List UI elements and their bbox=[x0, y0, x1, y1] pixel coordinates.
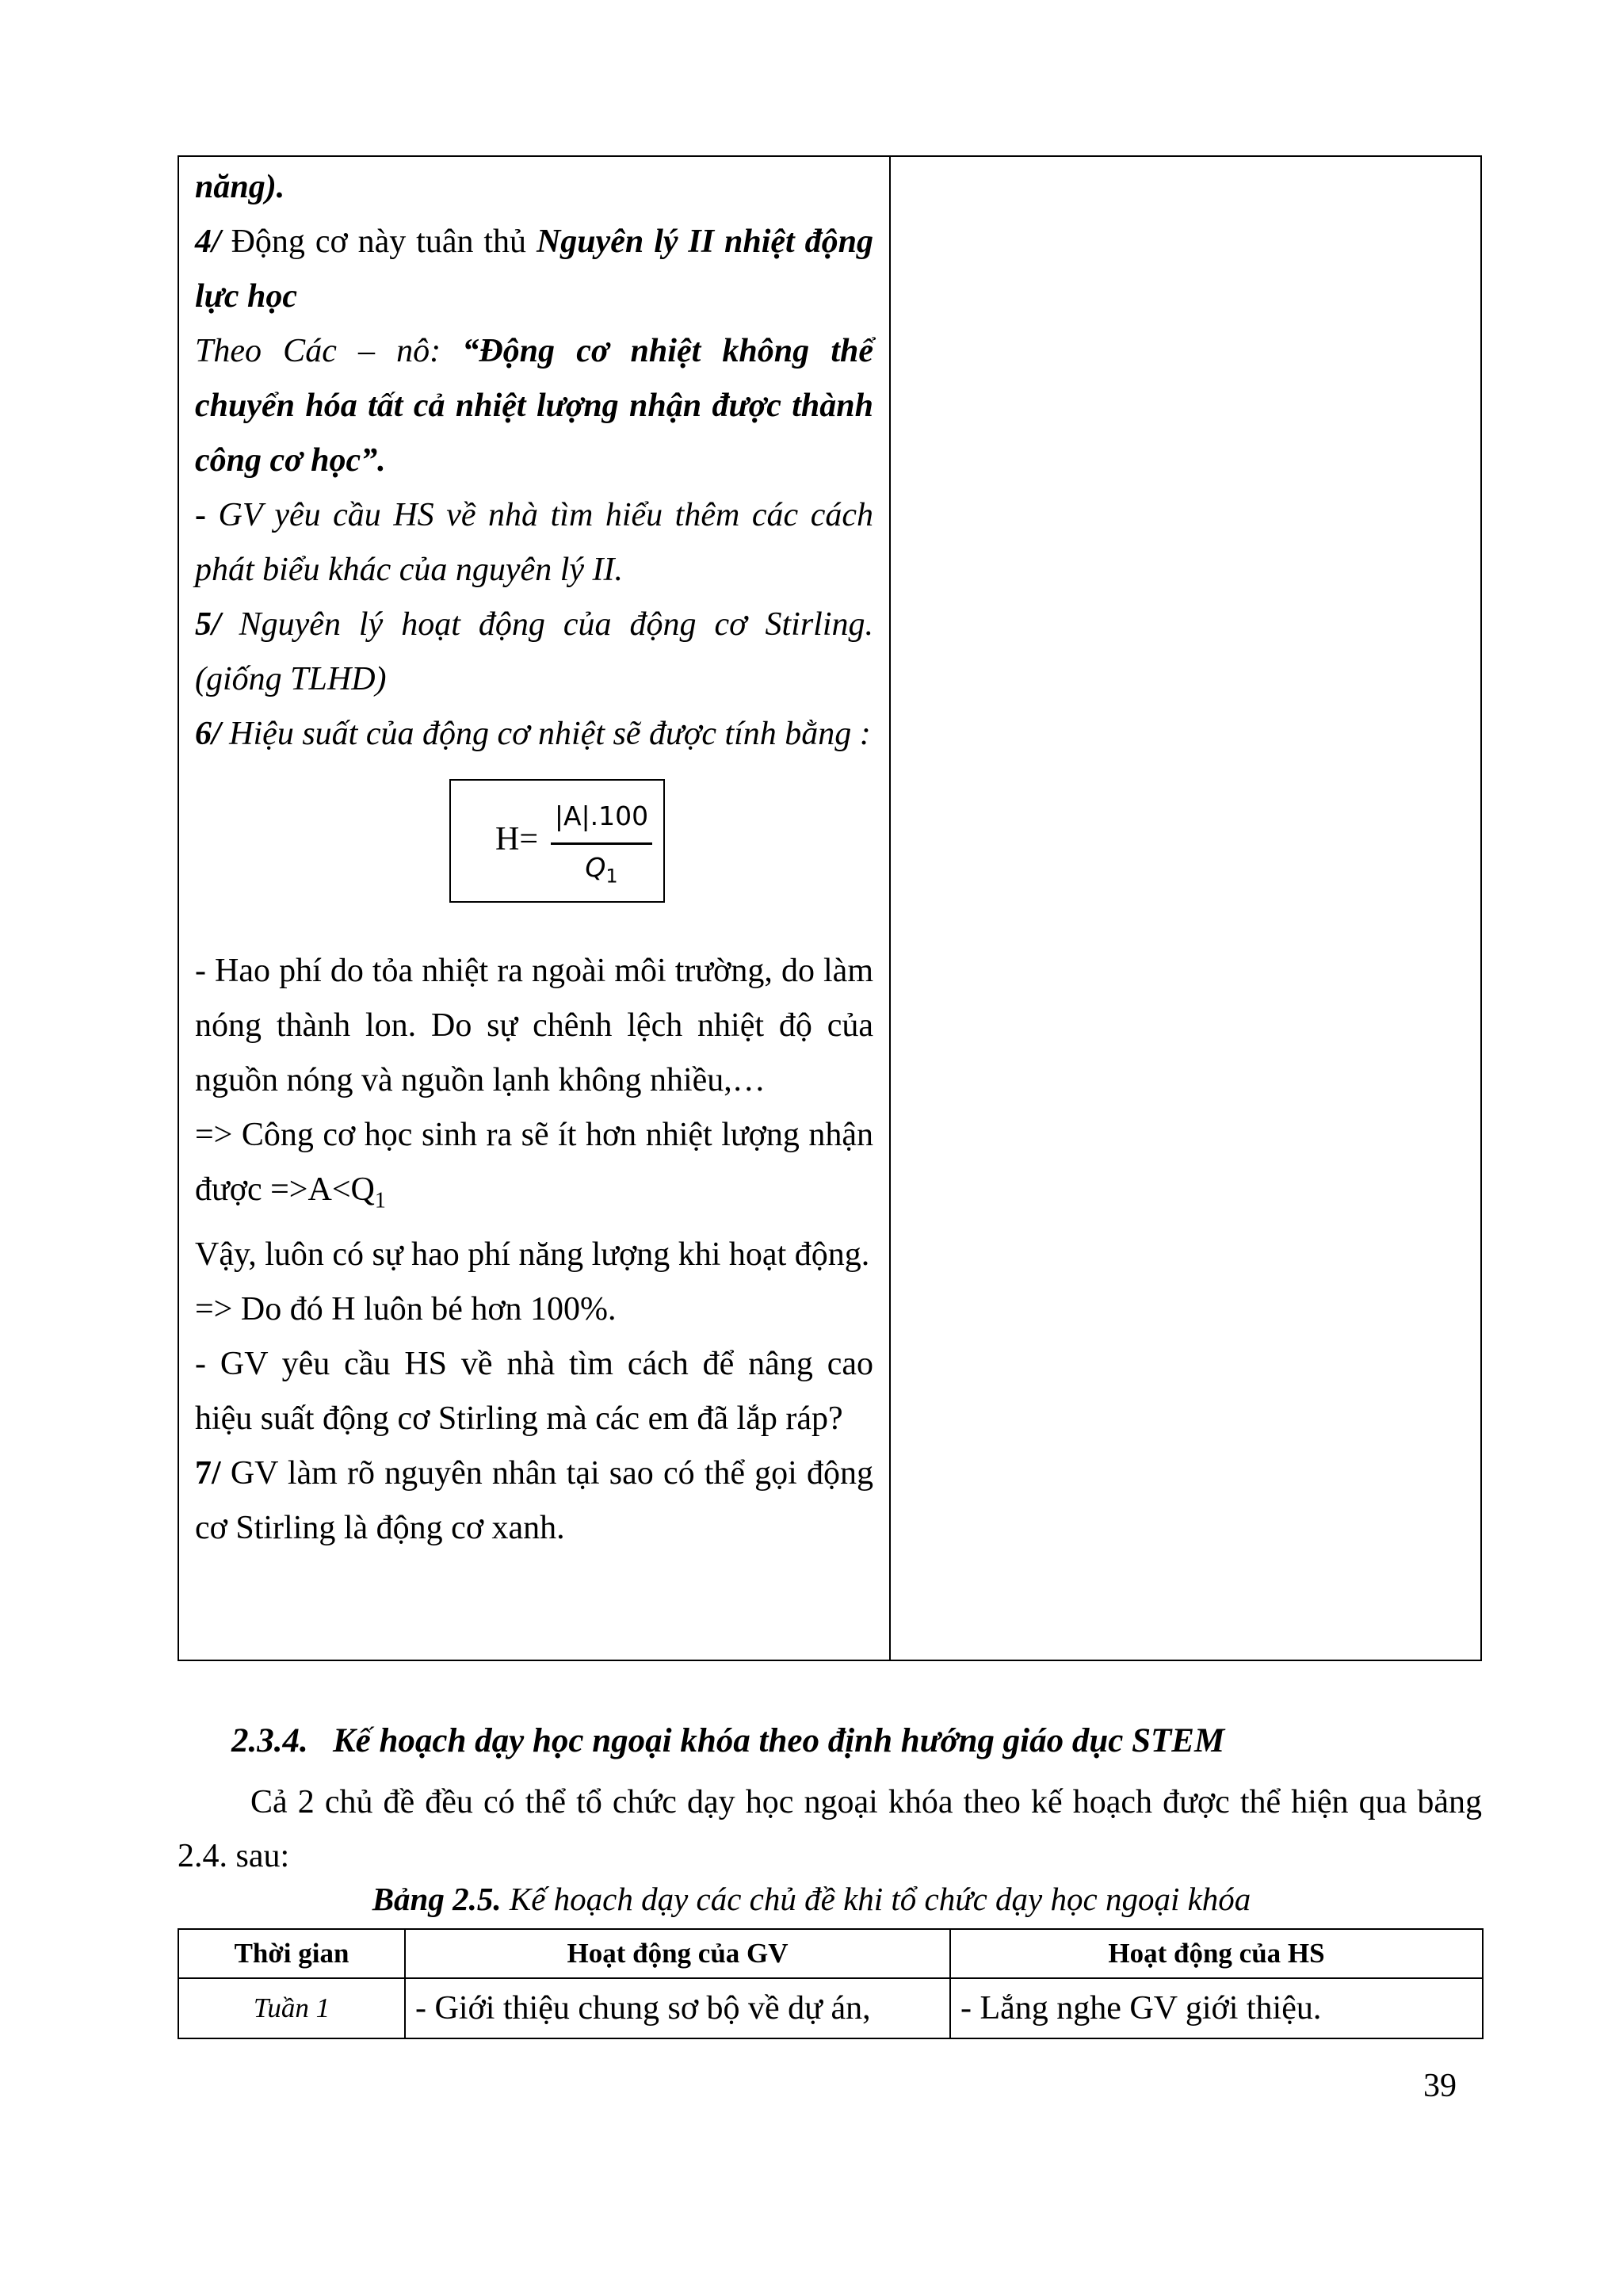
table-row bbox=[178, 1978, 1483, 2038]
plan-table bbox=[178, 1928, 1484, 2039]
plan-table-header-row bbox=[178, 1929, 1483, 1978]
table-caption-label: Bảng 2.5. bbox=[372, 1881, 502, 1917]
gv-task-2: - GV yêu cầu HS về nhà tìm cách để nâng cao hiệu suất động cơ Stirling mà các em đã lắp ráp? bbox=[195, 1346, 873, 1438]
section-heading bbox=[231, 1721, 1224, 1760]
item-5-prefix: 5/ bbox=[195, 606, 221, 643]
header-hs-activity: Hoạt động của HS bbox=[950, 1929, 1483, 1978]
upper-table-left-cell bbox=[178, 156, 890, 1660]
page-number: 39 bbox=[1423, 2068, 1457, 2104]
formula-denominator-base: Q bbox=[585, 852, 606, 883]
work-text-sub: 1 bbox=[374, 1188, 386, 1213]
formula-lhs: H= bbox=[495, 821, 539, 858]
carnot-quote: “Động cơ nhiệt không thể chuyển hóa tất cả nhiệt lượng nhận được thành công cơ học”. bbox=[195, 333, 873, 479]
gv-task-1 bbox=[195, 488, 873, 598]
section-paragraph: Cả 2 chủ đề đều có thể tổ chức dạy học ngoại khóa theo kế hoạch được thể hiện qua bảng 2.4. sau: bbox=[178, 1784, 1482, 1874]
item-6-text: Hiệu suất của động cơ nhiệt sẽ được tính bằng : bbox=[220, 716, 871, 752]
table-caption-text: Kế hoạch dạy các chủ đề khi tổ chức dạy học ngoại khóa bbox=[501, 1881, 1251, 1917]
carnot-intro: Theo Các – nô: bbox=[195, 333, 463, 369]
item-5 bbox=[195, 598, 873, 707]
upper-table-right-cell bbox=[890, 156, 1481, 1660]
item-4 bbox=[195, 215, 873, 324]
cell-week: Tuần 1 bbox=[178, 1978, 405, 2038]
continued-line: năng). bbox=[195, 169, 285, 205]
item-6-prefix: 6/ bbox=[195, 716, 221, 752]
cell-gv-activity: - Giới thiệu chung sơ bộ về dự án, bbox=[405, 1978, 950, 2038]
work-text-main: => Công cơ học sinh ra sẽ ít hơn nhiệt lượng nhận được =>A<Q bbox=[195, 1117, 873, 1208]
header-time: Thời gian bbox=[178, 1929, 405, 1978]
item-4-bold: Nguyên lý II nhiệt động lực học bbox=[195, 223, 873, 315]
formula-fraction bbox=[551, 797, 652, 895]
item-7 bbox=[195, 1446, 873, 1556]
loss-text: - Hao phí do tỏa nhiệt ra ngoài môi trường, do làm nóng thành lon. Do sự chênh lệch nhiệt độ của nguồn nóng và nguồn lạnh không nhiều,… bbox=[195, 953, 873, 1098]
efficiency-formula-box bbox=[449, 779, 665, 903]
item-4-text: Động cơ này tuân thủ bbox=[220, 223, 537, 260]
efficiency-formula-area bbox=[195, 762, 873, 944]
item-7-text: GV làm rõ nguyên nhân tại sao có thể gọi động cơ Stirling là động cơ xanh. bbox=[195, 1455, 873, 1547]
formula-denominator-sub: 1 bbox=[605, 865, 618, 888]
formula-numerator: |A|.100 bbox=[554, 800, 649, 831]
efficiency-less-text: => Do đó H luôn bé hơn 100%. bbox=[195, 1291, 617, 1328]
gv-task-1-text: GV yêu cầu HS về nhà tìm hiểu thêm các cách phát biểu khác của nguyên lý II. bbox=[195, 497, 873, 588]
item-6 bbox=[195, 707, 873, 762]
cell-hs-activity: - Lắng nghe GV giới thiệu. bbox=[950, 1978, 1483, 2038]
section-number: 2.3.4. bbox=[231, 1722, 308, 1759]
header-gv-activity: Hoạt động của GV bbox=[405, 1929, 950, 1978]
work-text bbox=[195, 1108, 873, 1228]
table-caption bbox=[0, 1880, 1623, 1918]
formula-denominator bbox=[551, 850, 652, 895]
item-5-text: Nguyên lý hoạt động của động cơ Stirling. (giống TLHD) bbox=[195, 606, 873, 697]
formula-fraction-bar bbox=[551, 842, 652, 845]
always-loss-text: Vậy, luôn có sự hao phí năng lượng khi hoạt động. bbox=[195, 1236, 870, 1274]
gv-task-1-dash: - bbox=[195, 497, 219, 533]
item-4-prefix: 4/ bbox=[195, 223, 221, 260]
item-7-prefix: 7/ bbox=[195, 1455, 221, 1492]
carnot-statement bbox=[195, 324, 873, 488]
section-title: Kế hoạch dạy học ngoại khóa theo định hướng giáo dục STEM bbox=[333, 1722, 1225, 1759]
upper-table bbox=[178, 155, 1482, 1661]
